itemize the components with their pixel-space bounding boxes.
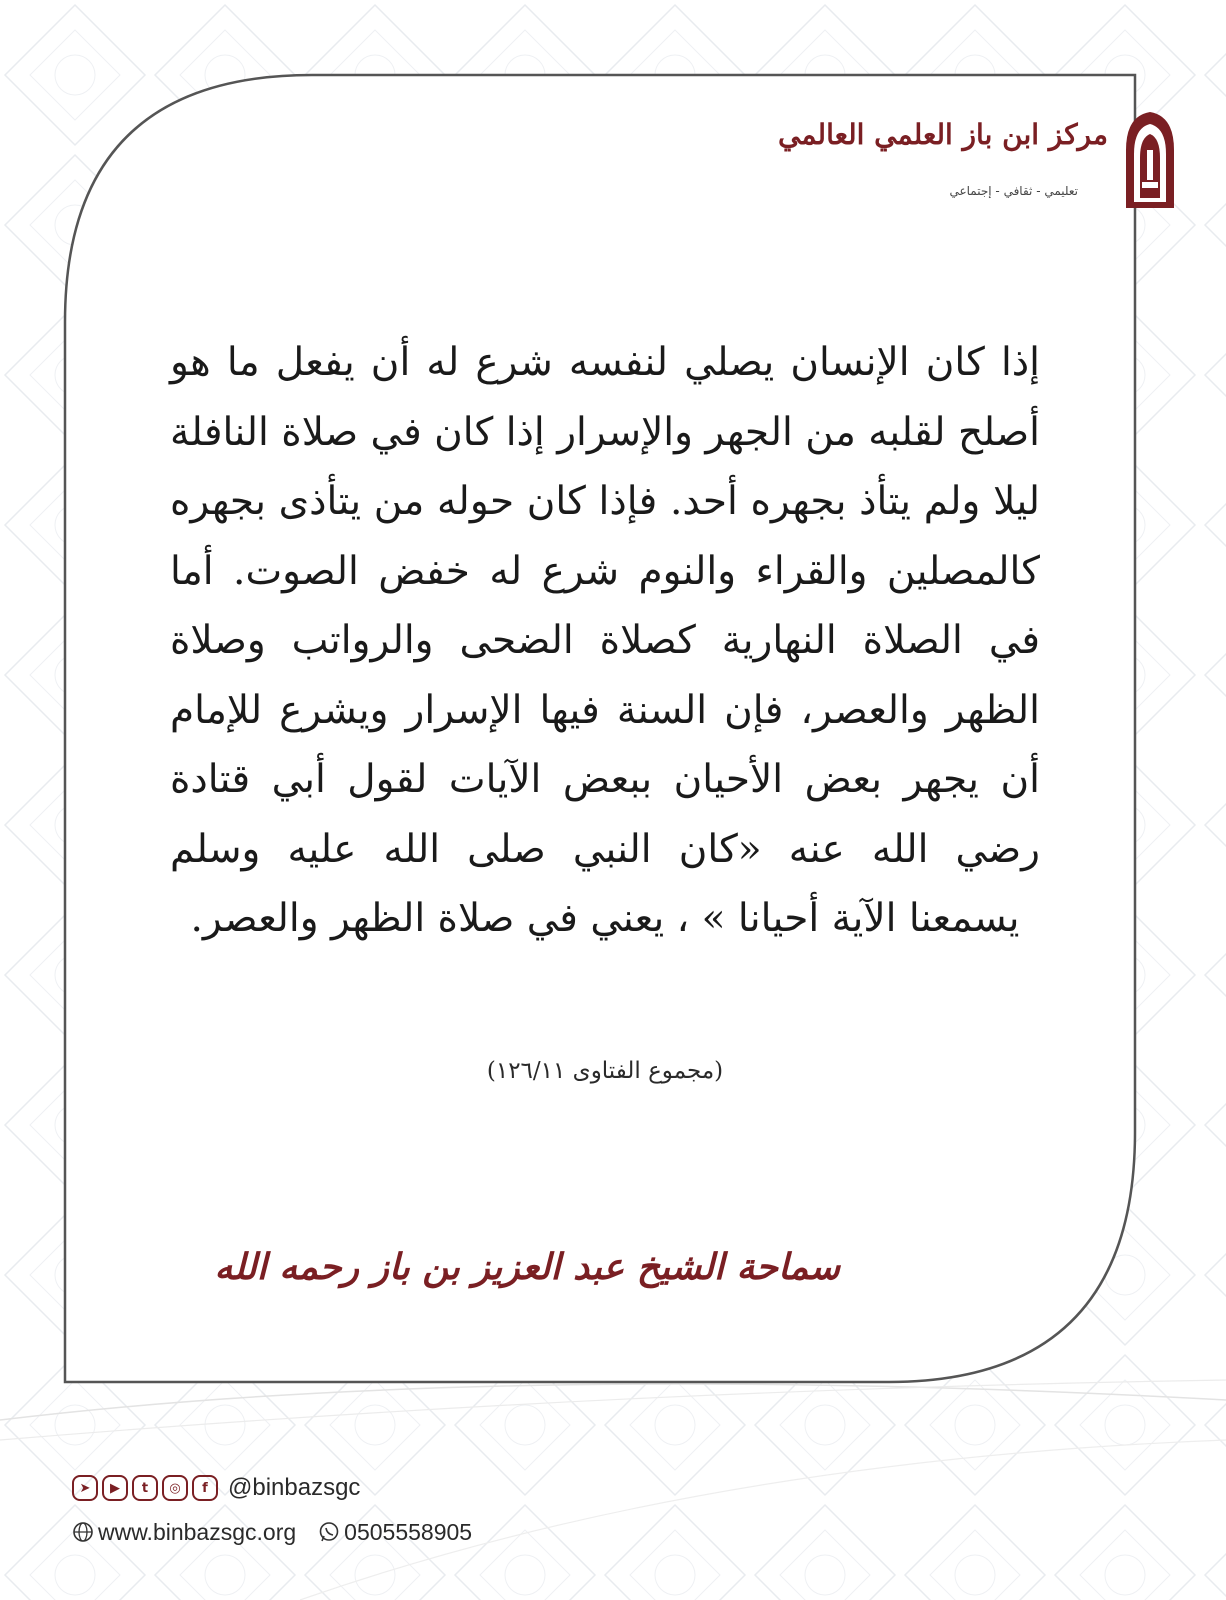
logo-title: مركز ابن باز العلمي العالمي <box>778 118 1108 151</box>
center-logo <box>778 100 1178 220</box>
footer-contacts <box>72 1470 632 1558</box>
mosque-arch-icon <box>1122 110 1178 210</box>
sheikh-signature: سماحة الشيخ عبد العزيز بن باز رحمه الله <box>214 1246 840 1288</box>
website-link[interactable]: www.binbazsgc.org <box>98 1518 297 1545</box>
twitter-icon[interactable]: t <box>132 1475 158 1501</box>
source-reference: (مجموع الفتاوى ١٢٦/١١) <box>486 1058 724 1084</box>
instagram-icon[interactable]: ◎ <box>162 1475 188 1501</box>
globe-icon <box>72 1521 94 1543</box>
whatsapp-icon <box>318 1521 340 1543</box>
social-row <box>72 1470 632 1506</box>
youtube-icon[interactable]: ▶ <box>102 1475 128 1501</box>
facebook-icon[interactable]: f <box>192 1475 218 1501</box>
fatwa-text: إذا كان الإنسان يصلي لنفسه شرع له أن يفعل ما هو أصلح لقلبه من الجهر والإسرار إذا كان في صلاة النافلة ليلا ولم يتأذ بجهره أحد. فإذا كان حوله من يتأذى بجهره كالمصلين والقراء والنوم شرع له خفض الصوت. أما في الصلاة النهارية كصلاة الضحى والرواتب وصلاة الظهر والعصر، فإن السنة فيها الإسرار ويشرع للإمام أن يجهر بعض الأحيان ببعض الآيات لقول أبي قتادة رضي الله عنه «كان النبي صلى الله عليه وسلم يسمعنا الآية أحيانا » ، يعني في صلاة الظهر والعصر. <box>170 340 1040 941</box>
web-phone-row <box>72 1514 632 1550</box>
phone-number[interactable]: 0505558905 <box>344 1518 473 1545</box>
social-handle[interactable]: @binbazsgc <box>228 1474 361 1501</box>
telegram-icon[interactable]: ➤ <box>72 1475 98 1501</box>
logo-subtitle: تعليمي - ثقافي - إجتماعي <box>949 184 1078 198</box>
